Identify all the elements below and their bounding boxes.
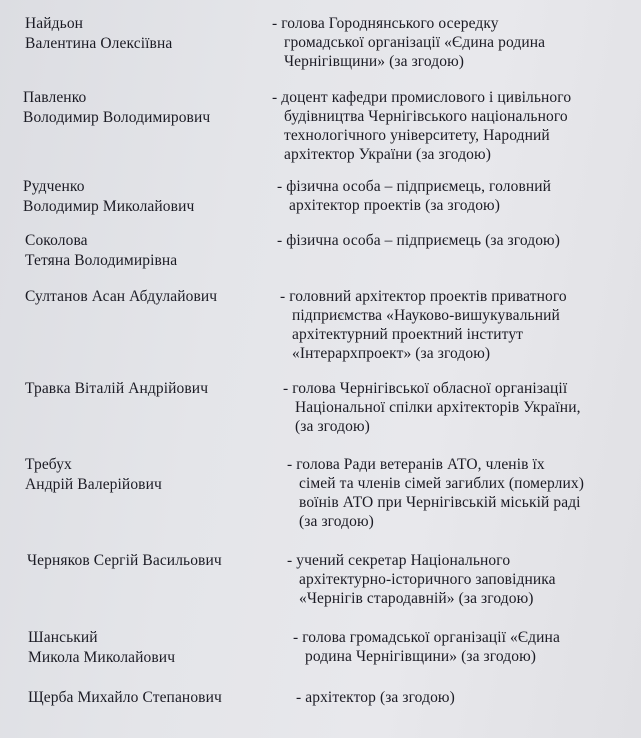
member-name [28, 688, 222, 708]
member-name [25, 379, 208, 399]
member-name [23, 177, 194, 217]
role-line: - голова Ради ветеранів АТО, членів їх [287, 456, 545, 473]
member-role [293, 628, 560, 666]
name-line: Тетяна Володимирівна [25, 252, 178, 269]
member-role [280, 287, 567, 363]
member-name [23, 88, 210, 128]
member-role [272, 88, 571, 164]
role-line: технологічного університету, Народний [284, 127, 550, 144]
role-line: архітектор проектів (за згодою) [289, 197, 500, 214]
role-line: Національної спілки архітекторів України, [295, 399, 581, 416]
role-line: - голова Городнянського осередку [272, 15, 499, 32]
member-role [287, 551, 556, 608]
role-line: сімей та членів сімей загиблих (померлих) [299, 475, 585, 492]
member-role [287, 455, 584, 531]
role-line: родина Чернігівщини» (за згодою) [305, 648, 537, 665]
member-role [272, 14, 545, 71]
role-line: (за згодою) [299, 513, 374, 530]
role-line: - доцент кафедри промислового і цивільного [272, 89, 572, 106]
member-role [277, 177, 551, 215]
member-role [277, 231, 560, 250]
name-line: Володимир Миколайович [23, 198, 195, 215]
name-line: Султанов Асан Абдулайович [25, 288, 218, 305]
name-line: Найдьон [25, 15, 84, 32]
member-name [27, 551, 222, 571]
role-line: «Інтерархпроект» (за згодою) [292, 345, 491, 362]
role-line: - голова громадської організації «Єдина [293, 629, 560, 646]
role-line: архітектурно-історичного заповідника [299, 571, 556, 588]
name-line: Валентина Олексіївна [25, 35, 173, 52]
name-line: Травка Віталій Андрійович [25, 380, 209, 397]
name-line: Рудченко [23, 178, 85, 195]
name-line: Соколова [25, 232, 88, 249]
member-role [283, 379, 581, 436]
name-line: Требух [25, 456, 72, 473]
member-name [25, 14, 172, 54]
member-name [25, 455, 162, 495]
name-line: Павленко [23, 89, 87, 106]
role-line: (за згодою) [295, 418, 370, 435]
role-line: - фізична особа – підприємець (за згодою) [277, 232, 561, 249]
role-line: - архітектор (за згодою) [296, 689, 455, 706]
role-line: - головний архітектор проектів приватного [280, 288, 567, 305]
role-line: будівництва Чернігівського національного [284, 108, 568, 125]
member-name [25, 287, 217, 307]
name-line: Черняков Сергій Васильович [27, 552, 222, 569]
member-role [296, 688, 455, 707]
role-line: «Чернігів стародавній» (за згодою) [299, 590, 534, 607]
role-line: архітектурний проектний інститут [292, 326, 524, 343]
role-line: підприємства «Науково-вишукувальний [292, 307, 560, 324]
role-line: воїнів АТО при Чернігівській міській раді [299, 494, 581, 511]
role-line: - голова Чернігівської обласної організації [283, 380, 568, 397]
name-line: Володимир Володимирович [23, 109, 211, 126]
name-line: Андрій Валерійович [25, 476, 162, 493]
role-line: Чернігівщини» (за згодою) [284, 53, 465, 70]
member-name [25, 231, 177, 271]
name-line: Щерба Михайло Степанович [28, 689, 222, 706]
role-line: - фізична особа – підприємець, головний [277, 178, 552, 195]
name-line: Микола Миколайович [28, 649, 176, 666]
role-line: архітектор України (за згодою) [284, 146, 491, 163]
member-name [28, 628, 175, 668]
name-line: Шанський [28, 629, 98, 646]
role-line: - учений секретар Національного [287, 552, 511, 569]
role-line: громадської організації «Єдина родина [284, 34, 546, 51]
